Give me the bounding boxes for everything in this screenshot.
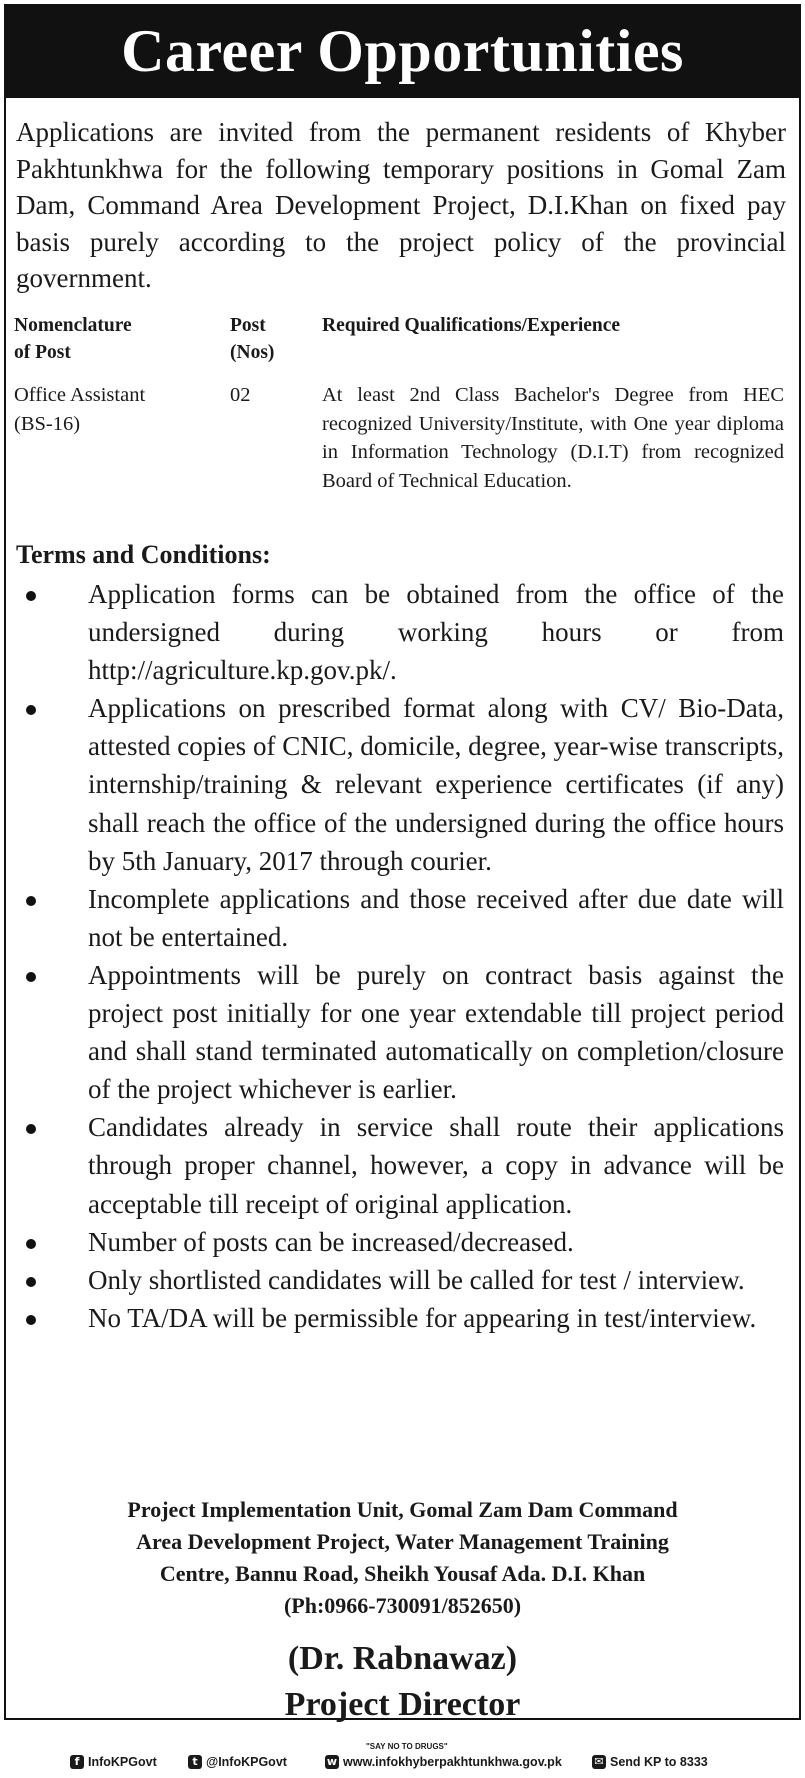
list-item: No TA/DA will be permissible for appearing in test/interview.: [0, 1299, 805, 1337]
footer-facebook: f InfoKPGovt: [70, 1755, 157, 1769]
list-item: Incomplete applications and those received after due date will not be entertained.: [0, 880, 805, 956]
bullet-icon: [26, 1239, 36, 1249]
bullet-icon: [26, 705, 36, 715]
column-header-post: Nomenclature of Post: [14, 315, 132, 363]
bullet-icon: [26, 896, 36, 906]
column-header-qualification: Required Qualifications/Experience: [322, 315, 621, 336]
list-item: Appointments will be purely on contract basis against the project post initially for one year extendable till project period and shall stand terminated automatically on completion/closure of the project whichever is earlier.: [0, 956, 805, 1108]
bullet-icon: [26, 1124, 36, 1134]
twitter-icon: t: [188, 1755, 202, 1769]
terms-heading: Terms and Conditions:: [16, 540, 271, 569]
intro-paragraph: Applications are invited from the permanent residents of Khyber Pakhtunkhwa for the following temporary positions in Gomal Zam Dam, Command Area Development Project, D.I.Khan on fixed pay basis purely according to the project policy of the provincial government.: [16, 117, 786, 293]
office-address: Project Implementation Unit, Gomal Zam Dam Command Area Development Project, Water Management Training Centre, Bannu Road, Sheikh Yousaf Ada. D.I. Khan (Ph:0966-730091/852650): [0, 1494, 805, 1622]
bullet-icon: [26, 1277, 36, 1287]
footer-sms: ✉ Send KP to 8333: [592, 1755, 708, 1769]
web-icon: w: [326, 1755, 338, 1768]
cell-post-name: Office Assistant (BS-16): [14, 384, 146, 435]
sms-icon: ✉: [592, 1755, 606, 1769]
slogan: "SAY NO TO DRUGS": [366, 1742, 448, 1751]
bullet-icon: [26, 972, 36, 982]
bullet-icon: [26, 591, 36, 601]
footer: [70, 1742, 730, 1772]
facebook-icon: f: [70, 1755, 84, 1769]
signatory-name: (Dr. Rabnawaz): [287, 1640, 518, 1677]
cell-qualification: At least 2nd Class Bachelor's Degree from HEC recognized University/Institute, with One year diploma in Information Technology (D.I.T) from recognized Board of Technical Education.: [322, 384, 784, 492]
list-item: Application forms can be obtained from the office of the undersigned during working hours or from http://agriculture.kp.gov.pk/.: [0, 575, 805, 689]
signatory-title: Project Director: [284, 1686, 521, 1723]
list-item: Applications on prescribed format along with CV/ Bio-Data, attested copies of CNIC, domicile, degree, year-wise transcripts, internship/training & relevant experience certificates (if any) shall reach the office of the undersigned during the office hours by 5th January, 2017 through courier.: [0, 689, 805, 879]
footer-website: w www.infokhyberpakhtunkhwa.gov.pk: [326, 1755, 562, 1769]
phone-number: (Ph:0966-730091/852650): [283, 1593, 522, 1618]
cell-post-count: 02: [230, 384, 251, 406]
footer-twitter: t @InfoKPGovt: [188, 1755, 287, 1769]
page-title: Career Opportunities: [121, 17, 684, 84]
bullet-icon: [26, 1315, 36, 1325]
list-item: Number of posts can be increased/decreased.: [0, 1223, 805, 1261]
list-item: Candidates already in service shall route their applications through proper channel, however, a copy in advance will be acceptable till receipt of original application.: [0, 1108, 805, 1222]
terms-list: [0, 575, 805, 1337]
column-header-nos: Post (Nos): [230, 315, 275, 363]
header-banner: [4, 4, 801, 98]
list-item: Only shortlisted candidates will be called for test / interview.: [0, 1261, 805, 1299]
